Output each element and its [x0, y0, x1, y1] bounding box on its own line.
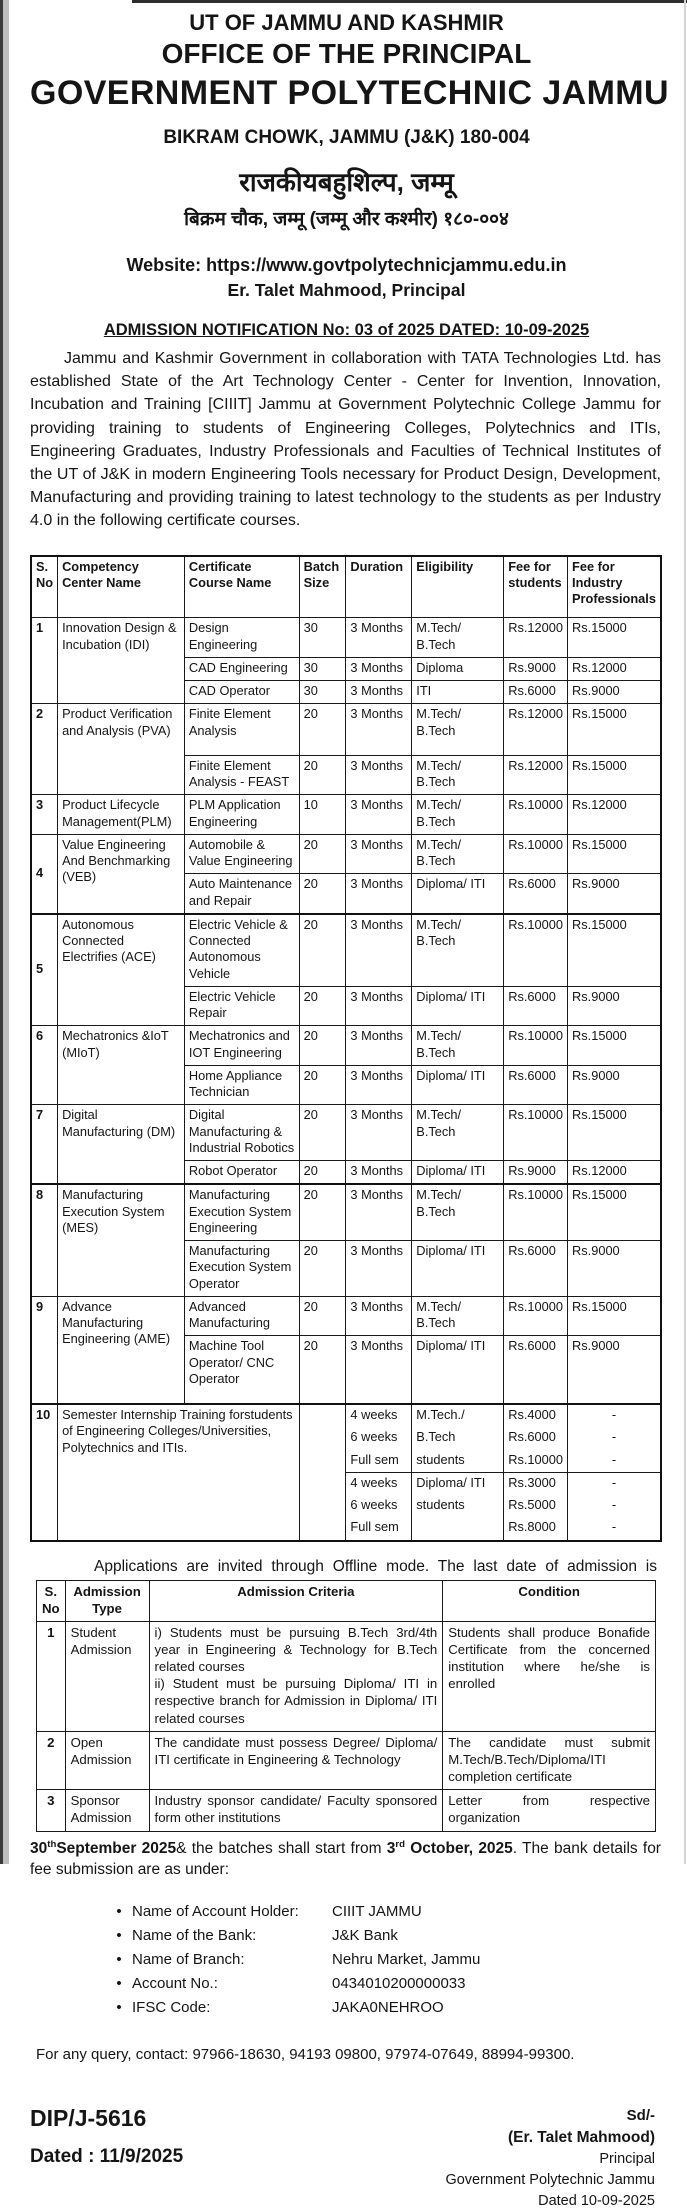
industry-fee-cell: Rs.15000 [568, 834, 661, 874]
batch-cell: 30 [299, 618, 346, 658]
fee-cell: Rs.10000 [504, 1105, 568, 1161]
column-header-batch: Batch Size [299, 556, 346, 618]
duration-cell: 3 Months [346, 1105, 412, 1161]
duration-cell: 4 weeks [346, 1472, 412, 1495]
address-line: BIKRAM CHOWK, JAMMU (J&K) 180-004 [163, 127, 530, 148]
center-cell: Advance Manufacturing Engineering (AME) [58, 1296, 185, 1404]
start-date-text: 3 [386, 1839, 396, 1857]
closing-tail-text: . The bank details for fee submission are as under: [30, 1839, 661, 1879]
course-cell: CAD Engineering [184, 657, 299, 680]
serial-cell: 2 [37, 1731, 66, 1789]
industry-fee-cell: Rs.15000 [568, 1184, 661, 1240]
course-cell: Automobile & Value Engineering [184, 834, 299, 874]
table-row [31, 1026, 661, 1066]
fee-cell: Rs.6000 [504, 986, 568, 1026]
admission-type-cell: Student Admission [65, 1621, 149, 1731]
eligibility-cell: students [412, 1450, 504, 1473]
signatory-org: Government Polytechnic Jammu [445, 2172, 655, 2189]
industry-fee-cell: Rs.15000 [568, 618, 661, 658]
condition-cell: Letter from respective organization [443, 1790, 656, 1831]
fee-cell: Rs.3000 [504, 1472, 568, 1495]
eligibility-cell: M.Tech./ [412, 1404, 504, 1427]
eligibility-cell: Diploma/ ITI [412, 874, 504, 914]
criteria-point-2: ii) Student must be pursuing Diploma/ ITI in respective branch for Admission in Diploma/ ITI related courses [154, 1676, 438, 1726]
fee-cell: Rs.12000 [504, 618, 568, 658]
criteria-point-1: The candidate must possess Degree/ Diploma/ ITI certificate in Engineering & Technology [154, 1734, 438, 1767]
center-cell: Product Lifecycle Management(PLM) [58, 795, 185, 835]
industry-fee-cell: - [568, 1517, 661, 1540]
duration-cell: 3 Months [346, 681, 412, 704]
courses-table [30, 555, 662, 1542]
industry-fee-cell: Rs.15000 [568, 755, 661, 795]
duration-cell: Full sem [346, 1450, 412, 1473]
industry-fee-cell: Rs.9000 [568, 1241, 661, 1297]
eligibility-cell: students [412, 1495, 504, 1517]
batch-cell: 20 [299, 1184, 346, 1240]
fee-cell: Rs.10000 [504, 914, 568, 987]
eligibility-cell: M.Tech/ B.Tech [412, 914, 504, 987]
industry-fee-cell: Rs.15000 [568, 1105, 661, 1161]
fee-cell: Rs.5000 [504, 1495, 568, 1517]
course-cell: Electric Vehicle Repair [184, 986, 299, 1026]
eligibility-cell: M.Tech/ B.Tech [412, 1296, 504, 1336]
bank-item-value: CIIIT JAMMU [332, 1903, 422, 1921]
batch-cell: 20 [299, 914, 346, 987]
table-row [31, 1184, 661, 1240]
duration-cell: 3 Months [346, 1026, 412, 1066]
duration-cell: 3 Months [346, 1184, 412, 1240]
eligibility-cell: Diploma/ ITI [412, 1472, 504, 1495]
course-cell: Finite Element Analysis - FEAST [184, 755, 299, 795]
batch-cell: 20 [299, 1105, 346, 1161]
ordinal-suffix: rd [395, 1838, 405, 1850]
signatory-name: (Er. Talet Mahmood) [508, 2128, 655, 2146]
bank-item [106, 1975, 663, 1992]
industry-fee-cell: Rs.15000 [568, 1296, 661, 1336]
bank-item-value: 0434010200000033 [332, 1975, 466, 1993]
signatory-title: Principal [599, 2151, 655, 2168]
batch-cell: 20 [299, 1241, 346, 1297]
org-territory-line: UT OF JAMMU AND KASHMIR [189, 10, 504, 35]
fee-cell: Rs.10000 [504, 1026, 568, 1066]
industry-fee-cell: Rs.15000 [568, 704, 661, 756]
bank-item-value: J&K Bank [332, 1927, 398, 1945]
batch-cell: 20 [299, 874, 346, 914]
center-cell: Value Engineering And Benchmarking (VEB) [58, 834, 185, 914]
table-row [37, 1621, 656, 1731]
fee-cell: Rs.10000 [504, 834, 568, 874]
duration-cell: 6 weeks [346, 1427, 412, 1449]
bank-item-label: Name of the Bank: [132, 1927, 257, 1945]
industry-fee-cell: - [568, 1404, 661, 1427]
duration-cell: Full sem [346, 1517, 412, 1540]
industry-fee-cell: Rs.9000 [568, 1065, 661, 1105]
table-row [31, 834, 661, 874]
eligibility-cell: M.Tech/ B.Tech [412, 1026, 504, 1066]
signature-date: Dated 10-09-2025 [538, 2193, 655, 2210]
last-date-month: September 2025 [56, 1839, 177, 1857]
batch-cell: 20 [299, 1336, 346, 1404]
eligibility-cell: Diploma/ ITI [412, 1336, 504, 1404]
bank-item-value: Nehru Market, Jammu [332, 1951, 481, 1969]
table-row [37, 1731, 656, 1789]
duration-cell: 3 Months [346, 795, 412, 835]
course-cell: Home Appliance Technician [184, 1065, 299, 1105]
bank-item-label: Name of Branch: [132, 1951, 245, 1969]
course-cell: Finite Element Analysis [184, 704, 299, 756]
eligibility-cell: M.Tech/ B.Tech [412, 755, 504, 795]
serial-cell: 3 [31, 795, 58, 835]
eligibility-cell: M.Tech/ B.Tech [412, 704, 504, 756]
duration-cell: 3 Months [346, 874, 412, 914]
duration-cell: 6 weeks [346, 1495, 412, 1517]
industry-fee-cell: Rs.9000 [568, 874, 661, 914]
eligibility-cell: Diploma/ ITI [412, 1065, 504, 1105]
criteria-point-1: i) Students must be pursuing B.Tech 3rd/4th year in Engineering & Technology for B.Tech related courses [154, 1624, 438, 1675]
duration-cell: 3 Months [346, 618, 412, 658]
eligibility-cell: M.Tech/ B.Tech [412, 834, 504, 874]
bank-item-label: IFSC Code: [132, 1999, 211, 2017]
bullet-icon: • [116, 1903, 122, 1921]
start-date-month: October, 2025 [404, 1839, 513, 1857]
footer-left [30, 2105, 183, 2212]
eligibility-cell: M.Tech/ B.Tech [412, 618, 504, 658]
admission-type-cell: Sponsor Admission [65, 1790, 149, 1831]
hindi-address-line: बिक्रम चौक, जम्मू (जम्मू और कश्मीर) १८०-००४ [184, 209, 509, 230]
eligibility-cell: ITI [412, 681, 504, 704]
criteria-point-1: Industry sponsor candidate/ Faculty sponsored form other institutions [154, 1793, 438, 1826]
table-row [37, 1790, 656, 1831]
query-contact-line: For any query, contact: 97966-18630, 94193 09800, 97974-07649, 88994-99300. [36, 2046, 575, 2064]
column-header-condition: Condition [443, 1580, 656, 1621]
fee-cell: Rs.4000 [504, 1404, 568, 1427]
center-cell: Autonomous Connected Electrifies (ACE) [58, 914, 185, 1026]
serial-cell: 10 [31, 1404, 58, 1541]
principal-line: Er. Talet Mahmood, Principal [227, 280, 466, 300]
course-cell: Digital Manufacturing & Industrial Robotics [184, 1105, 299, 1161]
fee-cell: Rs.9000 [504, 1161, 568, 1185]
internship-description-cell: Semester Internship Training forstudents of Engineering Colleges/Universities, Polytechnics and ITIs. [58, 1404, 300, 1541]
fee-cell: Rs.6000 [504, 1241, 568, 1297]
duration-cell: 3 Months [346, 834, 412, 874]
serial-cell: 5 [31, 914, 58, 1026]
industry-fee-cell: Rs.15000 [568, 1026, 661, 1066]
duration-cell: 4 weeks [346, 1404, 412, 1427]
course-cell: Auto Maintenance and Repair [184, 874, 299, 914]
table-row [31, 704, 661, 756]
bank-item-label: Name of Account Holder: [132, 1903, 299, 1921]
column-header-sno: S. No [37, 1580, 66, 1621]
center-cell: Manufacturing Execution System (MES) [58, 1184, 185, 1296]
batch-cell: 30 [299, 657, 346, 680]
industry-fee-cell: Rs.12000 [568, 1161, 661, 1185]
duration-cell: 3 Months [346, 1065, 412, 1105]
column-header-admission-type: Admission Type [65, 1580, 149, 1621]
serial-cell: 1 [31, 618, 58, 704]
bullet-icon: • [116, 1927, 122, 1945]
industry-fee-cell: Rs.9000 [568, 986, 661, 1026]
criteria-cell [149, 1621, 443, 1731]
fee-cell: Rs.6000 [504, 1427, 568, 1449]
course-cell: Design Engineering [184, 618, 299, 658]
batch-cell: 10 [299, 795, 346, 835]
dip-number: DIP/J-5616 [30, 2105, 147, 2132]
eligibility-cell: Diploma/ ITI [412, 1241, 504, 1297]
course-cell: Manufacturing Execution System Engineering [184, 1184, 299, 1240]
closing-paragraph [30, 1838, 661, 1882]
center-cell: Product Verification and Analysis (PVA) [58, 704, 185, 795]
center-cell: Innovation Design & Incubation (IDI) [58, 618, 185, 704]
last-date-text: 30 [30, 1839, 48, 1857]
batch-cell: 20 [299, 755, 346, 795]
course-cell: PLM Application Engineering [184, 795, 299, 835]
course-cell: Machine Tool Operator/ CNC Operator [184, 1336, 299, 1404]
course-cell: Electric Vehicle & Connected Autonomous Vehicle [184, 914, 299, 987]
industry-fee-cell: - [568, 1427, 661, 1449]
bank-item [106, 1903, 663, 1920]
industry-fee-cell: - [568, 1495, 661, 1517]
column-header-duration: Duration [346, 556, 412, 618]
serial-cell: 8 [31, 1184, 58, 1296]
bank-details-list [106, 1903, 663, 2016]
criteria-cell [149, 1790, 443, 1831]
batch-cell: 20 [299, 1026, 346, 1066]
course-cell: CAD Operator [184, 681, 299, 704]
center-cell: Mechatronics &IoT (MIoT) [58, 1026, 185, 1105]
industry-fee-cell: - [568, 1472, 661, 1495]
duration-cell: 3 Months [346, 1296, 412, 1336]
footer [30, 2105, 655, 2212]
eligibility-cell: Diploma [412, 657, 504, 680]
fee-cell: Rs.12000 [504, 755, 568, 795]
column-header-fee-students: Fee for students [504, 556, 568, 618]
fee-cell: Rs.10000 [504, 1296, 568, 1336]
serial-cell: 6 [31, 1026, 58, 1105]
closing-mid-text: & the batches shall start from [176, 1839, 387, 1857]
duration-cell: 3 Months [346, 986, 412, 1026]
column-header-sno: S. No [31, 556, 58, 618]
table-row [31, 618, 661, 658]
hindi-institution-name: राजकीयबहुशिल्प, जम्मू [239, 167, 454, 197]
duration-cell: 3 Months [346, 657, 412, 680]
course-cell: Mechatronics and IOT Engineering [184, 1026, 299, 1066]
fee-cell: Rs.6000 [504, 681, 568, 704]
eligibility-cell: B.Tech [412, 1427, 504, 1449]
center-cell: Digital Manufacturing (DM) [58, 1105, 185, 1185]
serial-cell: 9 [31, 1296, 58, 1404]
column-header-fee-industry: Fee for Industry Professionals [568, 556, 661, 618]
admission-table [36, 1580, 656, 1832]
batch-cell: 20 [299, 1161, 346, 1185]
duration-cell: 3 Months [346, 1241, 412, 1297]
duration-cell: 3 Months [346, 1336, 412, 1404]
column-header-admission-criteria: Admission Criteria [149, 1580, 443, 1621]
eligibility-cell [412, 1517, 504, 1540]
signature-sd: Sd/- [626, 2107, 655, 2125]
batch-cell: 20 [299, 834, 346, 874]
batch-cell: 30 [299, 681, 346, 704]
bank-item [106, 1927, 663, 1944]
admission-type-cell: Open Admission [65, 1731, 149, 1789]
ordinal-suffix: th [47, 1838, 57, 1850]
notification-heading: ADMISSION NOTIFICATION No: 03 of 2025 DATED: 10-09-2025 [103, 321, 590, 339]
bank-item-value: JAKA0NEHROO [332, 1999, 444, 2017]
bank-item [106, 1951, 663, 1968]
fee-cell: Rs.8000 [504, 1517, 568, 1540]
serial-cell: 4 [31, 834, 58, 914]
column-header-course: Certificate Course Name [184, 556, 299, 618]
fee-cell: Rs.9000 [504, 657, 568, 680]
duration-cell: 3 Months [346, 704, 412, 756]
bank-item-label: Account No.: [132, 1975, 218, 1993]
fee-cell: Rs.10000 [504, 1184, 568, 1240]
eligibility-cell: M.Tech/ B.Tech [412, 1184, 504, 1240]
industry-fee-cell: Rs.9000 [568, 1336, 661, 1404]
office-line: OFFICE OF THE PRINCIPAL [161, 38, 532, 69]
course-cell: Robot Operator [184, 1161, 299, 1185]
fee-cell: Rs.6000 [504, 874, 568, 914]
table-row [31, 1105, 661, 1161]
dip-date: Dated : 11/9/2025 [30, 2146, 184, 2168]
eligibility-cell: M.Tech/ B.Tech [412, 1105, 504, 1161]
industry-fee-cell: Rs.9000 [568, 681, 661, 704]
bank-item [106, 1999, 663, 2016]
batch-cell: 20 [299, 704, 346, 756]
column-header-eligibility: Eligibility [412, 556, 504, 618]
table-row [31, 1296, 661, 1336]
industry-fee-cell: Rs.12000 [568, 657, 661, 680]
industry-fee-cell: - [568, 1450, 661, 1473]
bullet-icon: • [116, 1951, 122, 1969]
serial-cell: 7 [31, 1105, 58, 1185]
table-row [31, 914, 661, 987]
eligibility-cell: M.Tech/ B.Tech [412, 795, 504, 835]
criteria-cell [149, 1731, 443, 1789]
serial-cell: 1 [37, 1621, 66, 1731]
fee-cell: Rs.10000 [504, 1450, 568, 1473]
fee-cell: Rs.6000 [504, 1065, 568, 1105]
website-line: Website: https://www.govtpolytechnicjammu.edu.in [126, 255, 567, 275]
batch-cell: 20 [299, 1065, 346, 1105]
condition-cell: Students shall produce Bonafide Certificate from the concerned institution where he/she is enrolled [443, 1621, 656, 1731]
fee-cell: Rs.10000 [504, 795, 568, 835]
fee-cell: Rs.12000 [504, 704, 568, 756]
course-cell: Advanced Manufacturing [184, 1296, 299, 1336]
batch-cell: 20 [299, 1296, 346, 1336]
serial-cell: 3 [37, 1790, 66, 1831]
batch-cell [299, 1404, 346, 1541]
courses-header-row [31, 556, 661, 618]
eligibility-cell: Diploma/ ITI [412, 1161, 504, 1185]
bullet-icon: • [116, 1975, 122, 1993]
duration-cell: 3 Months [346, 1161, 412, 1185]
internship-row [31, 1404, 661, 1427]
table-row [31, 795, 661, 835]
fee-cell: Rs.6000 [504, 1336, 568, 1404]
duration-cell: 3 Months [346, 755, 412, 795]
admission-header-row [37, 1580, 656, 1621]
serial-cell: 2 [31, 704, 58, 795]
duration-cell: 3 Months [346, 914, 412, 987]
industry-fee-cell: Rs.15000 [568, 914, 661, 987]
applications-invited-line: Applications are invited through Offline mode. The last date of admission is [94, 1557, 657, 1575]
batch-cell: 20 [299, 986, 346, 1026]
condition-cell: The candidate must submit M.Tech/B.Tech/Diploma/ITI completion certificate [443, 1731, 656, 1789]
industry-fee-cell: Rs.12000 [568, 795, 661, 835]
column-header-center: Competency Center Name [58, 556, 185, 618]
signature-block [445, 2105, 655, 2212]
bullet-icon: • [116, 1999, 122, 2017]
institution-name: GOVERNMENT POLYTECHNIC JAMMU [30, 74, 669, 112]
intro-paragraph: Jammu and Kashmir Government in collaboration with TATA Technologies Ltd. has established State of the Art Technology Center - Center for Invention, Innovation, Incubation and Training [CIIIT] Jammu at Government Polytechnic College Jammu for providing training to students of Engineering Colleges, Polytechnics and ITIs, Engineering Graduates, Industry Professionals and Faculties of Technical Institutes of the UT of J&K in modern Engineering Tools necessary for Product Design, Development, Manufacturing and providing training to latest technology to the students as per Industry 4.0 in the following certificate courses. [30, 350, 661, 530]
eligibility-cell: Diploma/ ITI [412, 986, 504, 1026]
course-cell: Manufacturing Execution System Operator [184, 1241, 299, 1297]
